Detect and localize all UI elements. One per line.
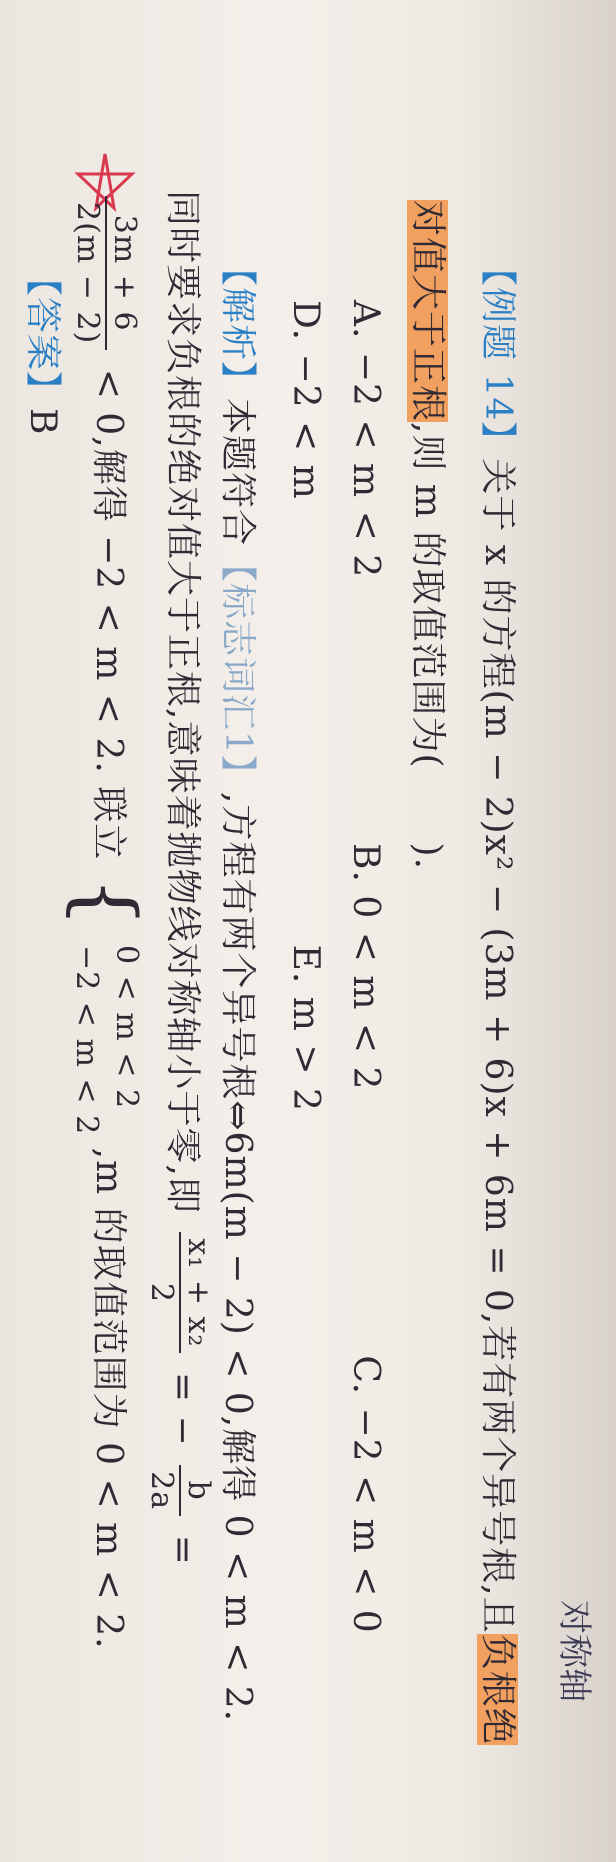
problem-text-part1: 关于 x 的方程(m − 2)x² − (3m + 6)x + 6m = 0,若有两个异号根,且 bbox=[477, 458, 518, 1634]
option-d[interactable]: D. −2 < m bbox=[285, 300, 326, 500]
analysis-text4: < 0,解得 −2 < m < 2. 联立 bbox=[88, 368, 129, 861]
fraction-2a-den: 2a bbox=[144, 1471, 179, 1511]
option-c[interactable]: C. −2 < m < 0 bbox=[345, 1355, 386, 1634]
analysis-line-1 bbox=[215, 250, 266, 1722]
analysis-text3: 同时要求负根的绝对值大于正根,意味着抛物线对称轴小于零,即 bbox=[162, 190, 203, 1214]
system-line-2: −2 < m < 2 bbox=[69, 945, 104, 1136]
analysis-text1: 本题符合 bbox=[217, 398, 258, 547]
problem-label: 【例题 14】 bbox=[477, 250, 518, 459]
option-a[interactable]: A. −2 < m < 2 bbox=[345, 300, 386, 579]
answer-value: B bbox=[22, 408, 63, 436]
answer-line bbox=[20, 260, 71, 435]
analysis-text5: ,m 的取值范围为 0 < m < 2. bbox=[88, 1147, 129, 1650]
problem-line-2 bbox=[405, 200, 456, 870]
fraction-b-num: b bbox=[179, 1465, 216, 1516]
left-brace: { bbox=[60, 876, 153, 929]
highlight-part2: 对值大于正根 bbox=[407, 200, 448, 423]
analysis-label: 【解析】 bbox=[217, 250, 258, 399]
inequality-system bbox=[66, 945, 146, 1135]
fraction-x-sum-den: 2 bbox=[144, 1282, 179, 1303]
problem-line-1 bbox=[475, 250, 526, 1745]
equals-2: = bbox=[162, 1534, 203, 1566]
option-e[interactable]: E. m > 2 bbox=[285, 944, 326, 1112]
answer-label: 【答案】 bbox=[22, 260, 63, 409]
fraction-3m6-den: 2(m − 2) bbox=[70, 202, 105, 345]
fraction-x-sum bbox=[144, 1232, 216, 1353]
options-row-2 bbox=[285, 300, 326, 1112]
system-line-1: 0 < m < 2 bbox=[109, 945, 144, 1110]
problem-text-part2: ,则 m 的取值范围为( ). bbox=[407, 422, 448, 871]
analysis-line-3 bbox=[60, 190, 153, 1650]
equals-minus: = − bbox=[162, 1371, 203, 1447]
handwritten-note-text: 对称轴 bbox=[554, 1600, 594, 1702]
option-b[interactable]: B. 0 < m < 2 bbox=[345, 843, 386, 1091]
analysis-text2: ,方程有两个异号根⇔6m(m − 2) < 0,解得 0 < m < 2. bbox=[217, 791, 258, 1723]
fraction-3m6 bbox=[70, 196, 142, 350]
analysis-tag: 【标志词汇1】 bbox=[217, 546, 258, 792]
analysis-line-2 bbox=[144, 190, 216, 1566]
handwritten-note bbox=[542, 1600, 602, 1840]
highlight-part1: 负根绝 bbox=[477, 1633, 518, 1745]
fraction-b-2a bbox=[144, 1465, 216, 1516]
options-row-1 bbox=[345, 300, 386, 1634]
fraction-3m6-num: 3m + 6 bbox=[105, 196, 142, 350]
fraction-x-sum-num: x₁ + x₂ bbox=[179, 1232, 216, 1353]
